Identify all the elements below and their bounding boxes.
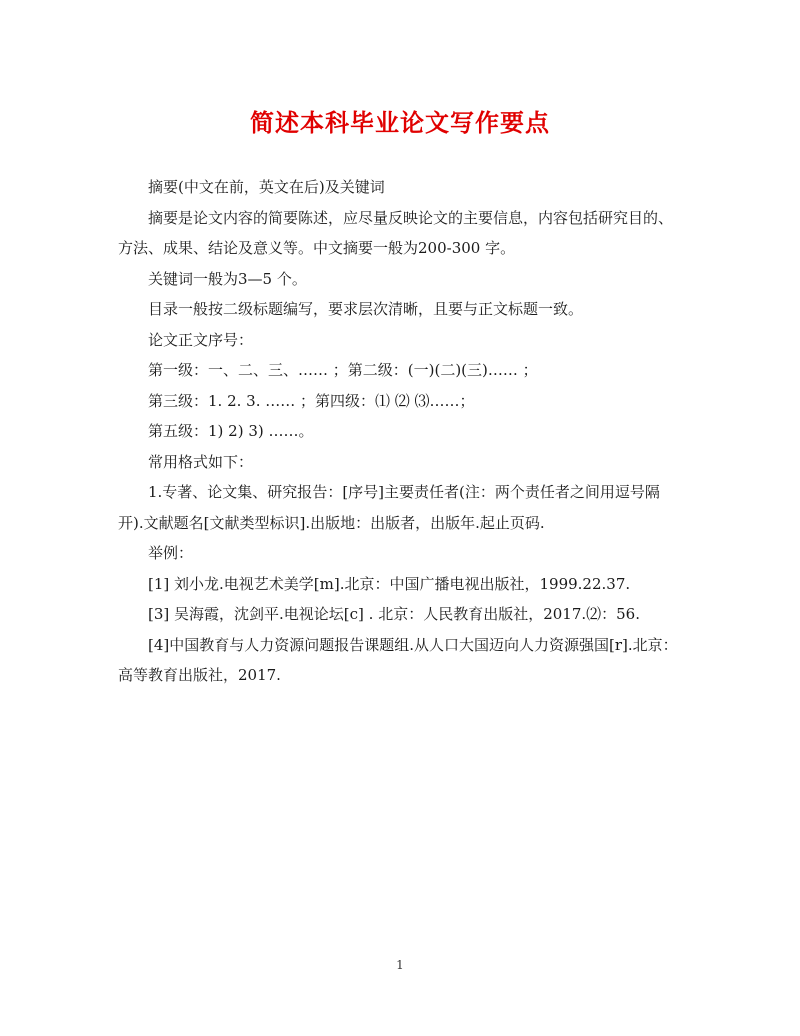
paragraph-table-of-contents: 目录一般按二级标题编写，要求层次清晰，且要与正文标题一致。 — [148, 300, 584, 318]
paragraph-level-5: 第五级：1) 2) 3) ……。 — [148, 422, 314, 440]
paragraph-examples-heading: 举例： — [148, 544, 194, 562]
reference-item: [1] 刘小龙.电视艺术美学[m].北京：中国广播电视出版社，1999.22.37. — [148, 574, 631, 593]
paragraph-format-rule: 1.专著、论文集、研究报告：[序号]主要责任者(注：两个责任者之间用逗号隔开).文献题名[文献类型标识].出版地：出版者，出版年.起止页码. — [118, 483, 660, 532]
paragraph-abstract-heading: 摘要(中文在前，英文在后)及关键词 — [148, 178, 385, 196]
document-body — [118, 172, 678, 691]
document-title: 简述本科毕业论文写作要点 — [250, 109, 550, 137]
paragraph-format-heading: 常用格式如下： — [148, 452, 254, 471]
page-number: 1 — [396, 958, 404, 972]
reference-item: [4]中国教育与人力资源问题报告课题组.从人口大国迈向人力资源强国[r].北京：高等教育出版社，2017. — [118, 635, 678, 684]
paragraph-abstract-description: 摘要是论文内容的简要陈述，应尽量反映论文的主要信息，内容包括研究目的、方法、成果、结论及意义等。中文摘要一般为200-300 字。 — [118, 208, 674, 257]
paragraph-numbering-heading: 论文正文序号： — [148, 330, 254, 349]
paragraph-level-1-2: 第一级：一、二、三、…… ；第二级：(一)(二)(三)…… ； — [148, 361, 538, 379]
paragraph-keywords: 关键词一般为3—5 个。 — [148, 269, 307, 288]
paragraph-level-3-4: 第三级：1. 2. 3. …… ；第四级：⑴ ⑵ ⑶……； — [148, 391, 475, 410]
reference-item: [3] 吴海霞，沈剑平.电视论坛[c] . 北京：人民教育出版社，2017.⑵：56. — [148, 605, 640, 623]
